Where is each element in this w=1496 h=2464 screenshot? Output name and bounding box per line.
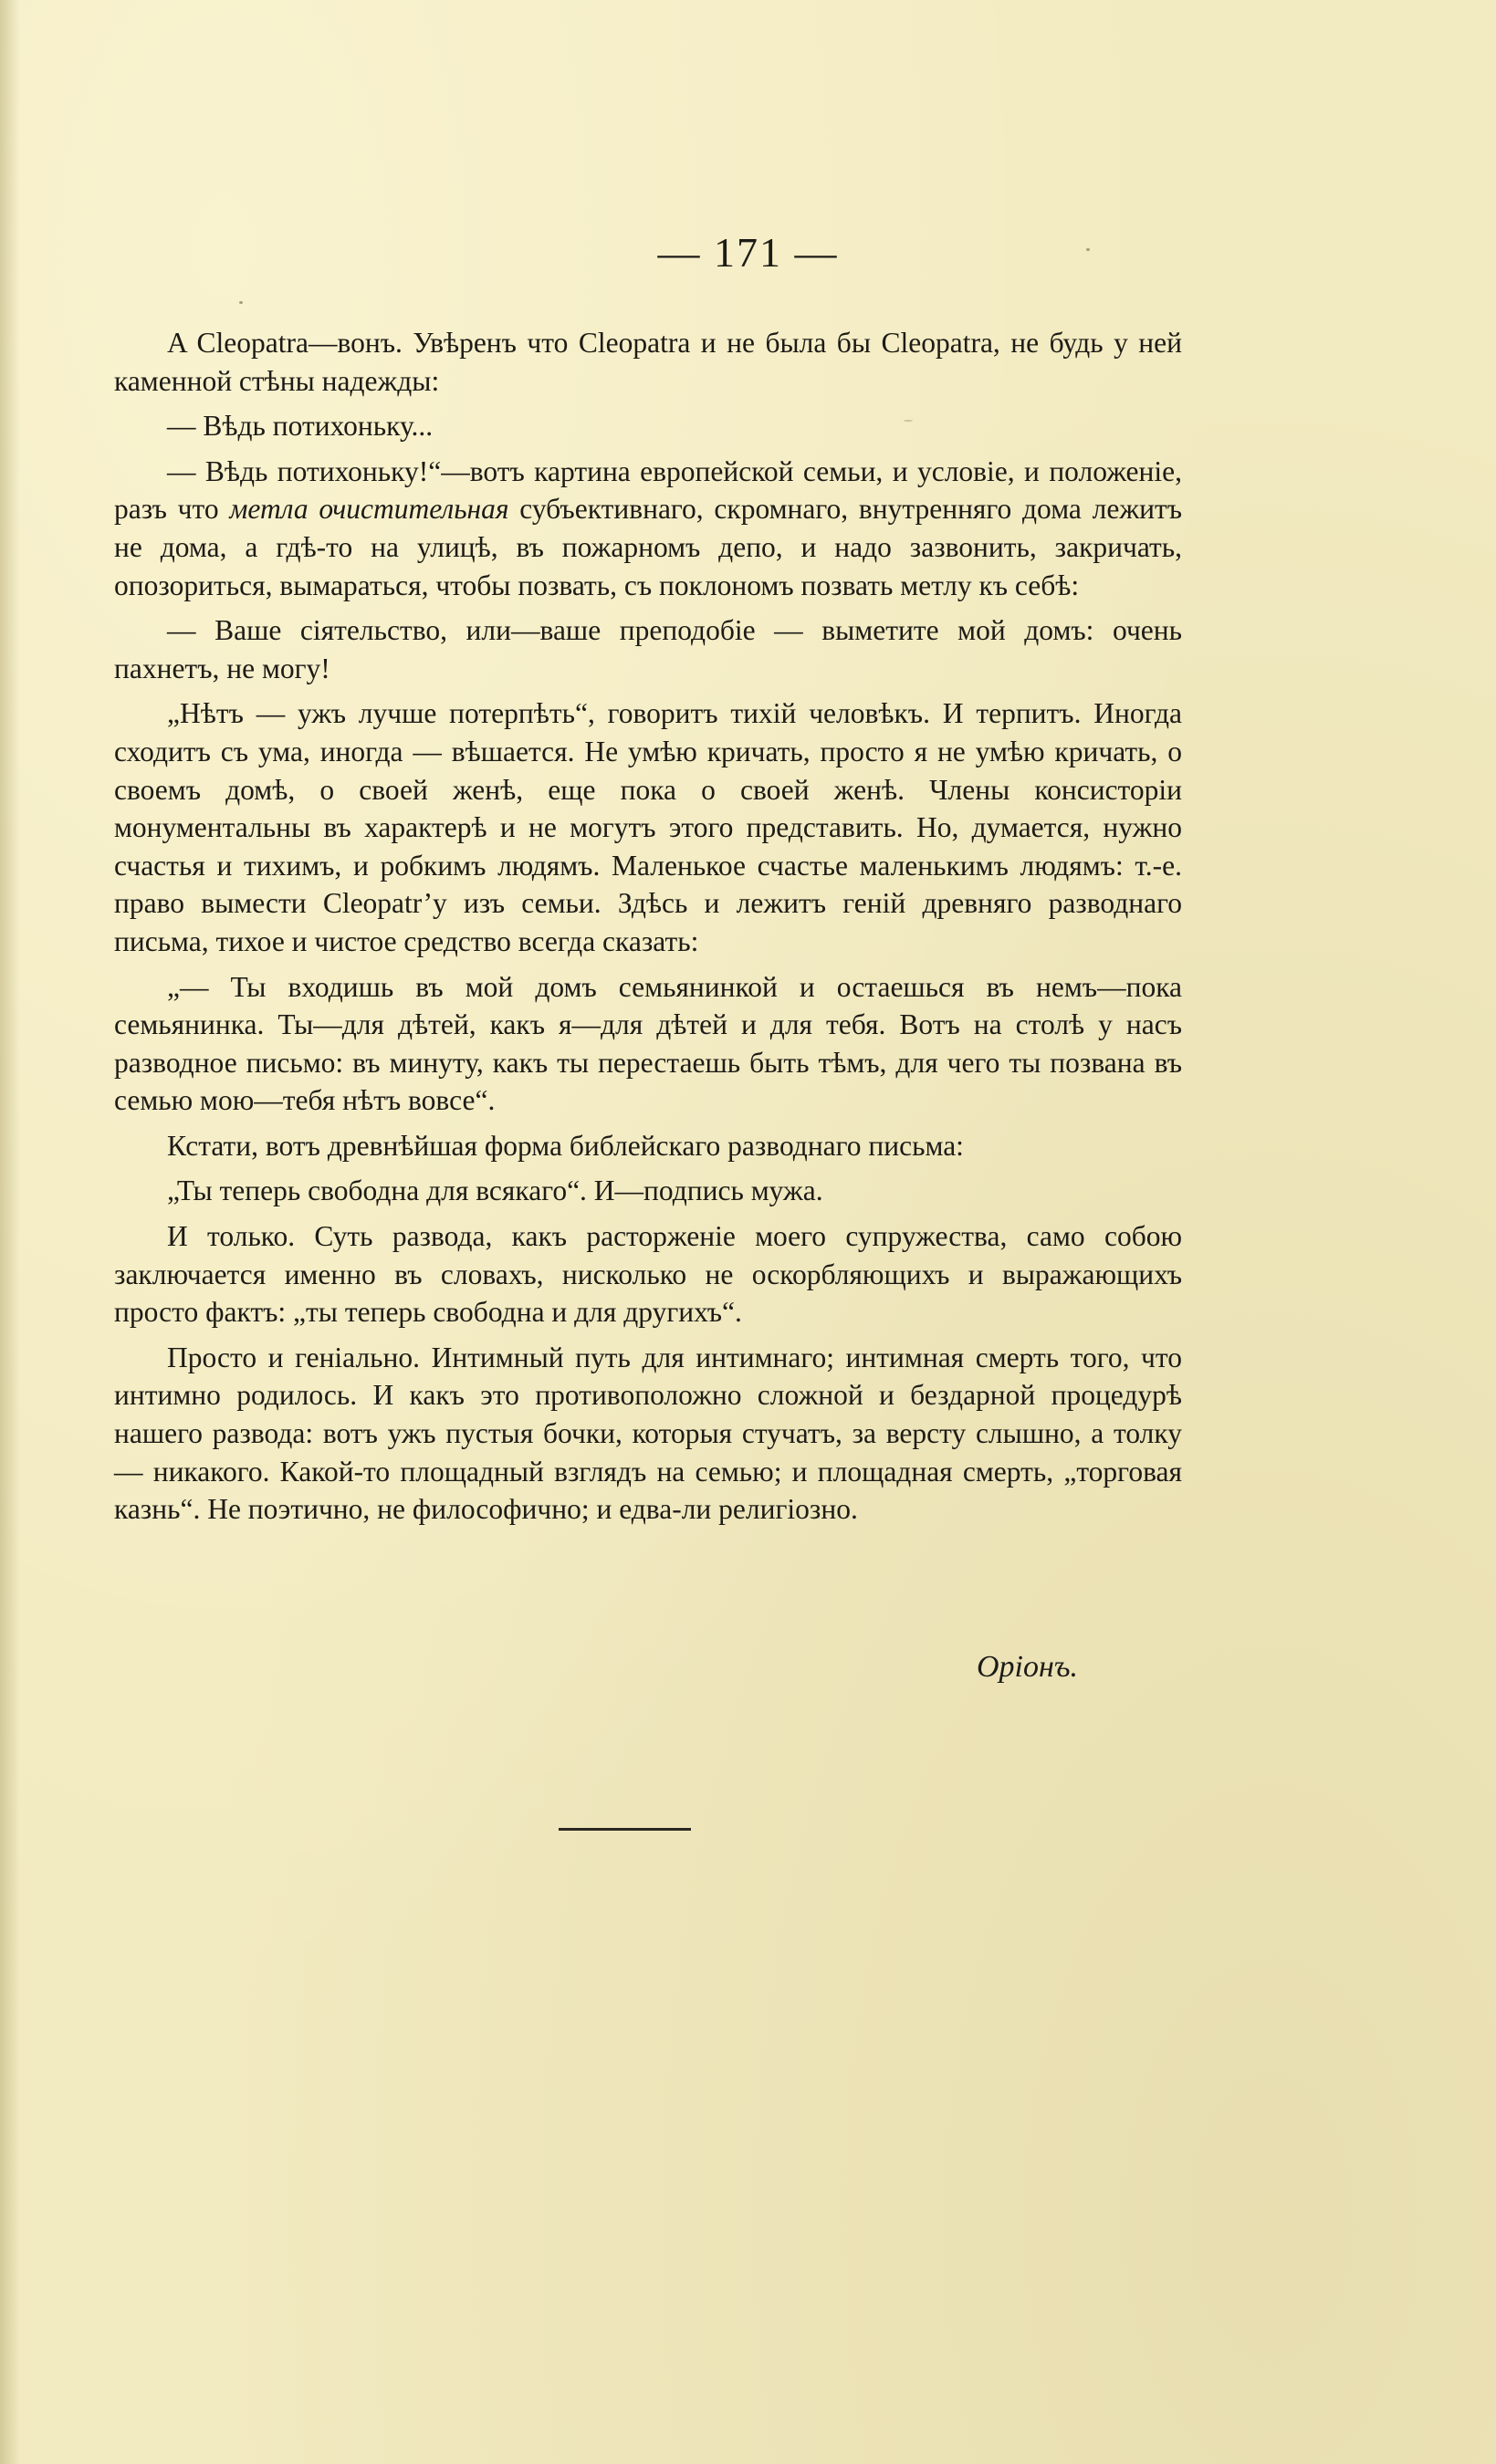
paragraph-3-text-a: — Вѣдь потихоньку!“—вотъ картина европейской семьи, и условіе, и положеніе, разъ что [114, 454, 1182, 526]
signature: Оріонъ. [977, 1650, 1079, 1684]
paragraph-8: „Ты теперь свободна для всякаго“. И—подпись мужа. [167, 1175, 823, 1207]
paragraph-7: Кстати, вотъ древнѣйшая форма библейскаго разводнаго письма: [167, 1129, 964, 1162]
paragraph-3-italic: метла очистительная [229, 493, 509, 526]
paper-speck [1086, 248, 1090, 251]
paragraph-6: „— Ты входишь въ мой домъ семьянинкой и остаешься въ немъ—пока семьянинка. Ты—для дѣтей, какъ я—для дѣтей и для тебя. Вотъ на столѣ у насъ разводное письмо: въ минуту, какъ ты перестаешь быть тѣмъ, для чего ты позвана въ семью мою—тебя нѣтъ вовсе“. [114, 970, 1182, 1117]
page-edge-shadow [0, 0, 20, 2464]
paragraph-2: — Вѣдь потихоньку... [167, 410, 434, 443]
paragraph-9: И только. Суть развода, какъ расторженіе моего супружества, само собою заключается именно въ словахъ, нисколько не оскорбляющихъ и выражающихъ просто фактъ: „ты теперь свободна и для другихъ“. [114, 1220, 1182, 1329]
paragraph-4: — Ваше сіятельство, или—ваше преподобіе — выметите мой домъ: очень пахнетъ, не могу! [114, 614, 1182, 684]
paragraph-3-text-b: субъективнаго, скромнаго, внутренняго дома лежитъ не дома, а гдѣ-то на улицѣ, въ пожарномъ депо, и надо зазвонить, закричать, опозориться, вымараться, чтобы позвать, съ поклономъ позвать метлу къ себѣ: [114, 493, 1182, 601]
paragraph-10: Просто и геніально. Интимный путь для интимнаго; интимная смерть того, что интимно родилось. И какъ это противоположно сложной и бездарной процедурѣ нашего развода: вотъ ужъ пустыя бочки, которыя стучатъ, за версту слышно, а толку — никакого. Какой-то площадный взглядъ на семью; и площадная смерть, „торговая казнь“. Не поэтично, не философично; и едва-ли религіозно. [114, 1341, 1182, 1526]
closing-rule [559, 1828, 691, 1831]
body-text [114, 324, 1182, 1536]
paragraph-1: A Cleopatra—вонъ. Увѣренъ что Cleopatra и не была бы Cleopatra, не будь у ней каменной стѣны надежды: [114, 327, 1182, 397]
paper-speck [904, 420, 913, 422]
paragraph-3 [114, 453, 1182, 604]
page-number: — 171 — [657, 229, 839, 276]
paragraph-5: „Нѣтъ — ужъ лучше потерпѣть“, говоритъ тихій человѣкъ. И терпитъ. Иногда сходитъ съ ума, иногда — вѣшается. Не умѣю кричать, просто я не умѣю кричать, о своемъ домѣ, о своей женѣ, еще пока о своей женѣ. Члены консисторіи монументальны въ характерѣ и не могутъ этого представить. Но, думается, нужно счастья и тихимъ, и робкимъ людямъ. Маленькое счастье маленькимъ людямъ: т.-е. право вымести Cleopatr’у изъ семьи. Здѣсь и лежитъ геній древняго разводнаго письма, тихое и чистое средство всегда сказать: [114, 697, 1182, 957]
paper-speck [239, 301, 243, 304]
